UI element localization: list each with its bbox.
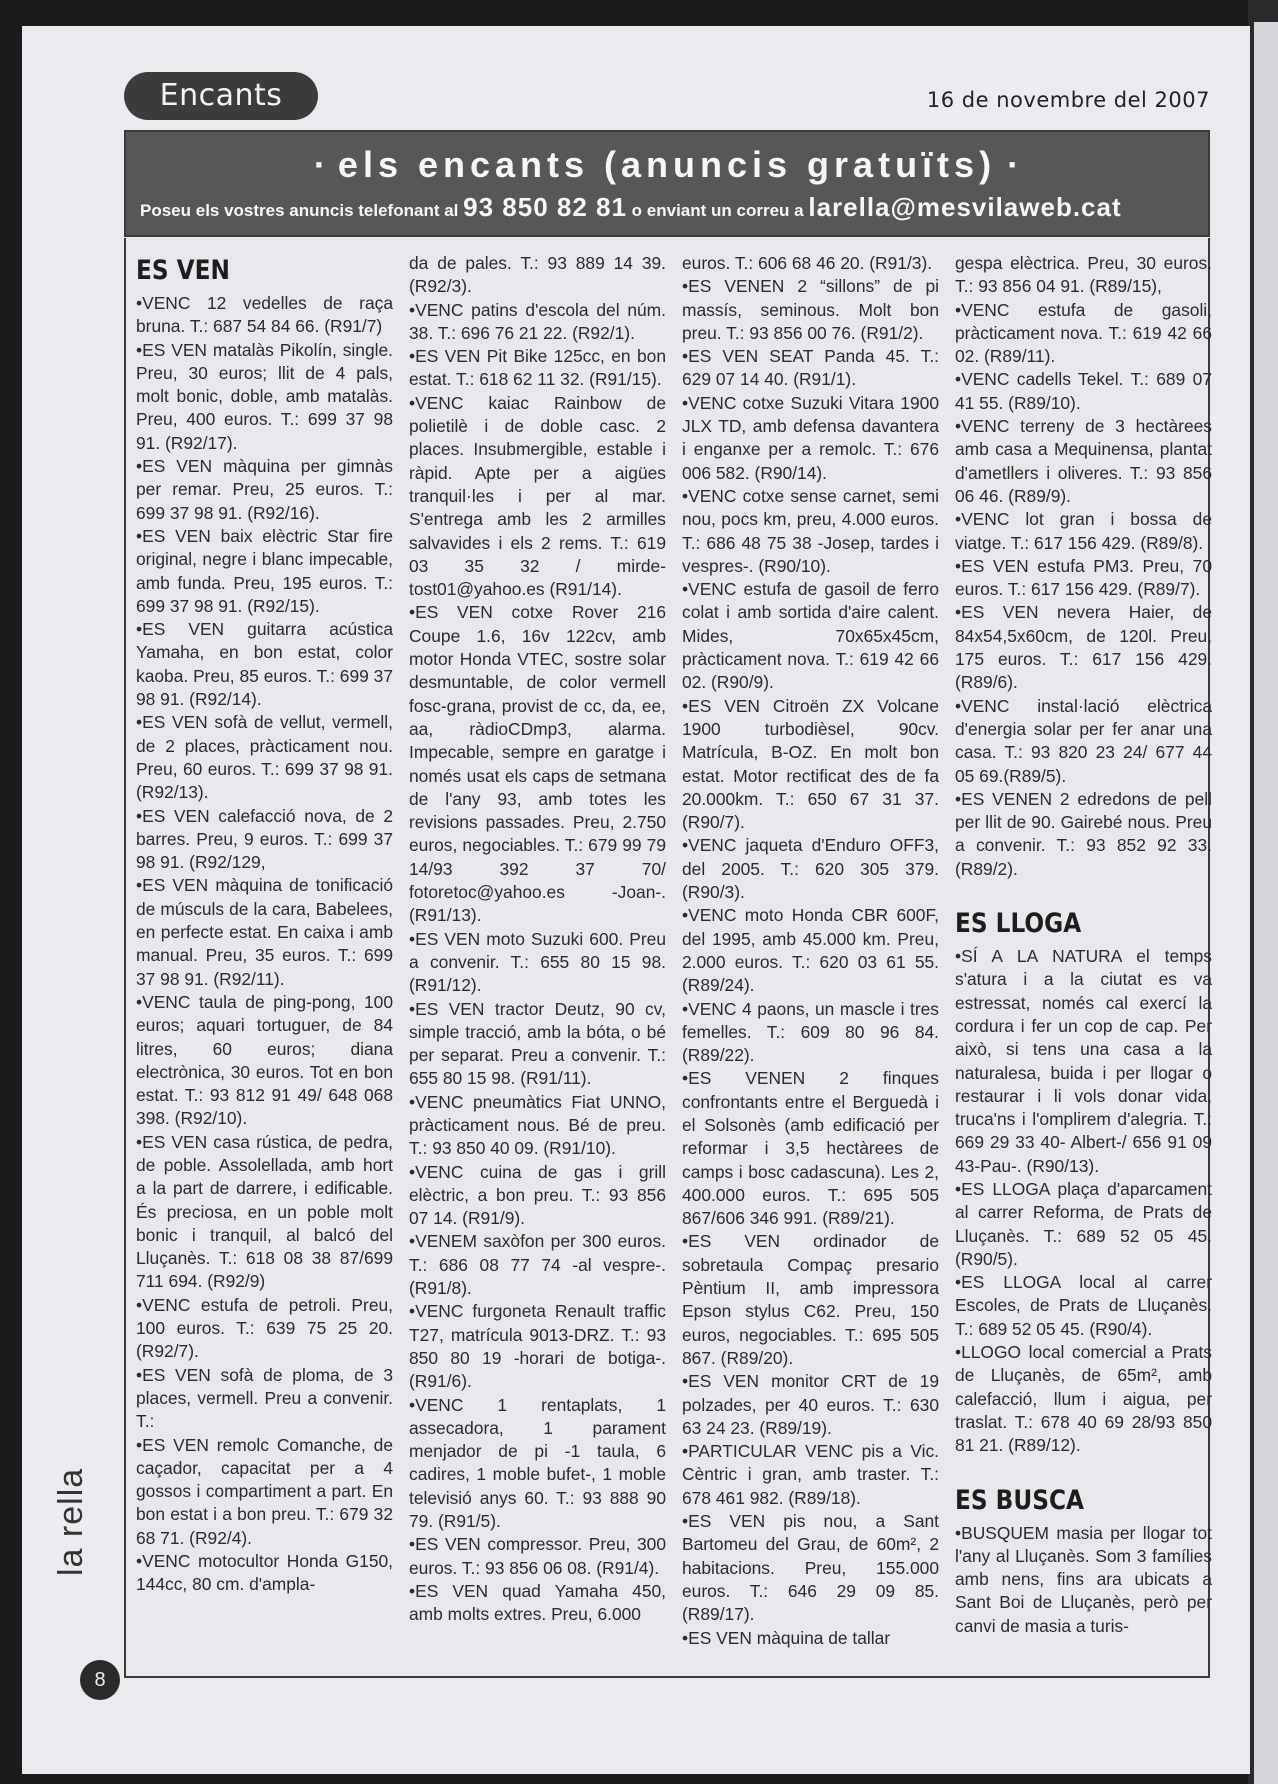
ad-list xyxy=(955,252,1212,881)
classified-ad: •VENC cuina de gas i grill elèctric, a bon preu. T.: 93 856 07 14. (R91/9). xyxy=(409,1161,666,1229)
classified-ad: •ES VEN Pit Bike 125cc, en bon estat. T.: 618 62 11 32. (R91/15). xyxy=(409,346,666,390)
column-2 xyxy=(409,252,666,1670)
banner-sub-middle: o enviant un correu a xyxy=(631,201,804,220)
issue-date: 16 de novembre del 2007 xyxy=(926,88,1210,112)
classified-ad: •VENEM saxòfon per 300 euros. T.: 686 08 77 74 -al vespre-. (R91/8). xyxy=(409,1231,666,1299)
banner-sub-prefix: Poseu els vostres anuncis telefonant al xyxy=(140,201,459,220)
classified-ad: •ES VEN màquina de tonificació de músculs de la cara, Babelees, en perfecte estat. En caixa i amb manual. Preu, 35 euros. T.: 699 37 98 91. (R92/11). xyxy=(136,875,393,989)
classified-ad: •ES VEN nevera Haier, de 84x54,5x60cm, de 120l. Preu, 175 euros. T.: 617 156 429. (R89/6). xyxy=(955,602,1212,693)
classified-ad: •ES VEN SEAT Panda 45. T.: 629 07 14 40. (R91/1). xyxy=(682,346,939,390)
classified-ad: •VENC lot gran i bossa de viatge. T.: 617 156 429. (R89/8). xyxy=(955,509,1212,553)
classified-ad: •ES VEN casa rústica, de pedra, de poble. Assolellada, amb hort a la part de darrere, i edificable. És preciosa, en un poble molt bonic i tranquil, al balcó del Lluçanès. T.: 618 08 38 87/699 711 694. (R92/9) xyxy=(136,1131,393,1292)
classified-ad: •VENC cotxe Suzuki Vitara 1900 JLX TD, amb defensa davantera i enganxe per a remolc. T.: 676 006 582. (R90/14). xyxy=(682,392,939,483)
classified-ad: •ES VEN màquina de tallar xyxy=(682,1627,891,1648)
classified-ad: •ES VENEN 2 finques confrontants entre el Berguedà i el Solsonès (amb edificació per reformar i 3,5 hectàrees de camps i bosc cadascuna). Les 2, 400.000 euros. T.: 695 505 867/606 346 991. (R89/21). xyxy=(682,1068,939,1229)
classified-ad: •VENC instal·lació elèctrica d'energia solar per fer anar una casa. T.: 93 820 23 24/ 677 44 05 69.(R89/5). xyxy=(955,695,1212,786)
classified-ad: da de pales. T.: 93 889 14 39. (R92/3). xyxy=(409,253,666,297)
classified-ad: •ES VEN estufa PM3. Preu, 70 euros. T.: 617 156 429. (R89/7). xyxy=(955,555,1212,600)
publication-name: la rella xyxy=(52,1467,90,1576)
classified-ad: •ES VEN moto Suzuki 600. Preu a convenir. T.: 655 80 15 98. (R91/12). xyxy=(409,928,666,996)
ad-list xyxy=(955,945,1212,1458)
classified-ad: •VENC cadells Tekel. T.: 689 07 41 55. (R89/10). xyxy=(955,369,1212,413)
column-1 xyxy=(136,252,393,1670)
classified-ad: euros. T.: 606 68 46 20. (R91/3). xyxy=(682,253,933,273)
classified-ad: •ES VENEN 2 edredons de pell per llit de 90. Gairebé nous. Preu a convenir. T.: 93 852 92 33. (R89/2). xyxy=(955,788,1212,879)
classified-ad: •ES VEN baix elèctric Star fire original, negre i blanc impecable, amb funda. Preu, 195 euros. T.: 699 37 98 91. (R92/15). xyxy=(136,525,393,616)
classified-ad: •PARTICULAR VENC pis a Vic. Cèntric i gran, amb traster. T.: 678 461 982. (R89/18). xyxy=(682,1441,939,1508)
classified-ad: •ES VENEN 2 “sillons” de pi massís, seminous. Molt bon preu. T.: 93 856 00 76. (R91/2). xyxy=(682,276,939,343)
classified-ad: •ES VEN pis nou, a Sant Bartomeu del Grau, de 60m², 2 habitacions. Preu, 155.000 euros. T.: 646 29 09 85. (R89/17). xyxy=(682,1511,939,1625)
classified-ad: •ES VEN compressor. Preu, 300 euros. T.: 93 856 06 08. (R91/4). xyxy=(409,1534,666,1578)
classified-ad: •BUSQUEM masia per llogar tot l'any al Lluçanès. Som 3 famílies amb nens, fins ara ubicats a Sant Boi de Lluçanès, però per canvi de masia a turis- xyxy=(955,1522,1212,1636)
banner-title-text: els encants (anuncis gratuïts) xyxy=(337,144,997,185)
classified-ad: •VENC taula de ping-pong, 100 euros; aquari tortuguer, de 84 litres, 60 euros; diana electrònica, 30 euros. Tot en bon estat. T.: 93 812 91 49/ 648 068 398. (R92/10). xyxy=(136,991,393,1129)
ad-list xyxy=(955,1522,1212,1638)
classified-ad: •ES VEN monitor CRT de 19 polzades, per 40 euros. T.: 630 63 24 23. (R89/19). xyxy=(682,1371,939,1438)
column-4 xyxy=(955,252,1212,1670)
ad-list xyxy=(682,252,939,1650)
heading-es-lloga: ES LLOGA xyxy=(955,908,1082,940)
classified-ad: gespa elèctrica. Preu, 30 euros. T.: 93 856 04 91. (R89/15), xyxy=(955,253,1212,297)
heading-es-busca: ES BUSCA xyxy=(955,1484,1084,1516)
classified-ad: •ES VEN Citroën ZX Volcane 1900 turbodièsel, 90cv. Matrícula, B-OZ. En molt bon estat. Motor rectificat des de fa 20.000km. T.: 650 67 31 37. (R90/7). xyxy=(682,695,939,833)
classified-ad: •ES VEN sofà de vellut, vermell, de 2 places, pràcticament nou. Preu, 60 euros. T.: 699 37 98 91. (R92/13). xyxy=(136,712,393,803)
classified-ad: •ES VEN matalàs Pikolín, single. Preu, 30 euros; llit de 4 pals, molt bonic, doble, amb matalàs. Preu, 400 euros. T.: 699 37 98 91. (R92/17). xyxy=(136,339,393,453)
classifieds-content xyxy=(124,238,1210,1678)
ad-list xyxy=(409,252,666,1627)
classified-ad: •ES VEN tractor Deutz, 90 cv, simple tracció, amb la bóta, o bé per separat. Preu a convenir. T.: 655 80 15 98. (R91/11). xyxy=(409,998,666,1089)
column-3 xyxy=(682,252,939,1670)
classified-ad: •VENC moto Honda CBR 600F, del 1995, amb 45.000 km. Preu, 2.000 euros. T.: 620 03 61 55. (R89/24). xyxy=(682,905,939,996)
classified-ad: •ES LLOGA local al carrer Escoles, de Prats de Lluçanès. T.: 689 52 05 45. (R90/4). xyxy=(955,1272,1212,1339)
classified-ad: •ES VEN sofà de ploma, de 3 places, vermell. Preu a convenir. T.: xyxy=(136,1364,393,1432)
classified-ad: •VENC estufa de gasoli, pràcticament nova. T.: 619 42 66 02. (R89/11). xyxy=(955,299,1212,367)
page-number: 8 xyxy=(80,1660,120,1700)
banner-phone: 93 850 82 81 xyxy=(463,192,627,222)
classified-ad: •LLOGO local comercial a Prats de Lluçanès, de 65m², amb calefacció, llum i aigua, per traslat. T.: 678 40 69 28/93 850 81 21. (R89/12). xyxy=(955,1342,1212,1456)
section-label: Encants xyxy=(124,72,318,120)
classified-ad: •SÍ A LA NATURA el temps s'atura i a la ciutat es va estressat, només cal exercí la cordura i fer un cop de cap. Per això, si tens una casa a la naturalesa, buida i per llogar o restaurar i li vols donar vida, truca'ns i l'omplirem d'alegria. T.: 669 29 33 40- Albert-/ 656 91 09 43-Pau-. (R90/13). xyxy=(955,946,1212,1176)
banner-email: larella@mesvilaweb.cat xyxy=(808,192,1122,222)
classified-ad: •VENC patins d'escola del núm. 38. T.: 696 76 21 22. (R92/1). xyxy=(409,299,666,343)
classified-ad: •VENC 12 vedelles de raça bruna. T.: 687 54 84 66. (R91/7) xyxy=(136,293,393,337)
classified-ad: •VENC estufa de gasoil de ferro colat i amb sortida d'aire calent. Mides, 70x65x45cm, pràcticament nova. T.: 619 42 66 02. (R90/9). xyxy=(682,579,939,693)
heading-es-ven: ES VEN xyxy=(136,255,230,286)
classified-ad: •VENC kaiac Rainbow de polietilè i de doble casc. 2 places. Insubmergible, estable i ràpid. Apte per a aigües tranquil·les i per al mar. S'entrega amb les 2 armilles salvavides i els 2 rems. T.: 619 03 35 32 / mirde-tost01@yahoo.es (R91/14). xyxy=(409,392,666,600)
ad-list xyxy=(136,292,393,1597)
classified-ad: •VENC estufa de petroli. Preu, 100 euros. T.: 639 75 25 20. (R92/7). xyxy=(136,1294,393,1362)
classified-ad: •ES VEN remolc Comanche, de caçador, capacitat per a 4 gossos i compartiment a part. En bon estat i a bon preu. T.: 679 32 68 71. (R92/4). xyxy=(136,1434,393,1548)
classified-ad: •VENC furgoneta Renault traffic T27, matrícula 9013-DRZ. T.: 93 850 80 19 -horari de botiga-. (R91/6). xyxy=(409,1301,666,1392)
banner-title: · els encants (anuncis gratuïts) · xyxy=(313,144,1021,185)
classified-ad: •ES VEN màquina per gimnàs per remar. Preu, 25 euros. T.: 699 37 98 91. (R92/16). xyxy=(136,456,393,523)
classified-ad: •ES VEN cotxe Rover 216 Coupe 1.6, 16v 122cv, amb motor Honda VTEC, sostre solar desmuntable, de color vermell fosc-grana, provist de cc, da, ee, aa, ràdioCDmp3, alarma. Impecable, sempre en garatge i només usat els caps de setmana de l'any 93, amb totes les revisions passades. Preu, 2.750 euros, negociables. T.: 679 99 79 14/93 392 37 70/ fotoretoc@yahoo.es -Joan-. (R91/13). xyxy=(409,602,666,926)
classified-ad: •ES VEN ordinador de sobretaula Compaç presario Pèntium II, amb impressora Epson stylus C62. Preu, 150 euros, negociables. T.: 695 505 867. (R89/20). xyxy=(682,1231,939,1368)
classified-ad: •ES VEN guitarra acústica Yamaha, en bon estat, color kaoba. Preu, 85 euros. T.: 699 37 98 91. (R92/14). xyxy=(136,619,393,710)
classified-ad: •VENC motocultor Honda G150, 144cc, 80 cm. d'ampla- xyxy=(136,1551,393,1595)
classified-ad: •ES LLOGA plaça d'aparcament al carrer Reforma, de Prats de Lluçanès. T.: 689 52 05 45. (R90/5). xyxy=(955,1178,1212,1269)
classified-ad: •ES VEN calefacció nova, de 2 barres. Preu, 9 euros. T.: 699 37 98 91. (R92/129, xyxy=(136,805,393,873)
classified-ad: •VENC terreny de 3 hectàrees amb casa a Mequinensa, plantat d'ametllers i oliveres. T.: 93 856 06 46. (R89/9). xyxy=(955,416,1212,506)
next-page-edge xyxy=(1254,22,1278,1784)
classified-ad: •VENC 4 paons, un mascle i tres femelles. T.: 609 80 96 84. (R89/22). xyxy=(682,998,939,1066)
banner-subtitle xyxy=(140,192,1200,223)
classified-ad: •VENC pneumàtics Fiat UNNO, pràcticament nous. Bé de preu. T.: 93 850 40 09. (R91/10). xyxy=(409,1091,666,1159)
classified-ad: •ES VEN quad Yamaha 450, amb molts extres. Preu, 6.000 xyxy=(409,1580,666,1625)
classified-ad: •VENC cotxe sense carnet, semi nou, pocs km, preu, 4.000 euros. T.: 686 48 75 38 -Josep, tardes i vespres-. (R90/10). xyxy=(682,485,939,576)
classifieds-banner xyxy=(124,130,1210,237)
classified-ad: •VENC jaqueta d'Enduro OFF3, del 2005. T.: 620 305 379. (R90/3). xyxy=(682,835,939,903)
classified-ad: •VENC 1 rentaplats, 1 assecadora, 1 parament menjador de pi -1 taula, 6 cadires, 1 moble bufet-, 1 moble televisió anys 60. T.: 93 888 90 79. (R91/5). xyxy=(409,1394,666,1532)
